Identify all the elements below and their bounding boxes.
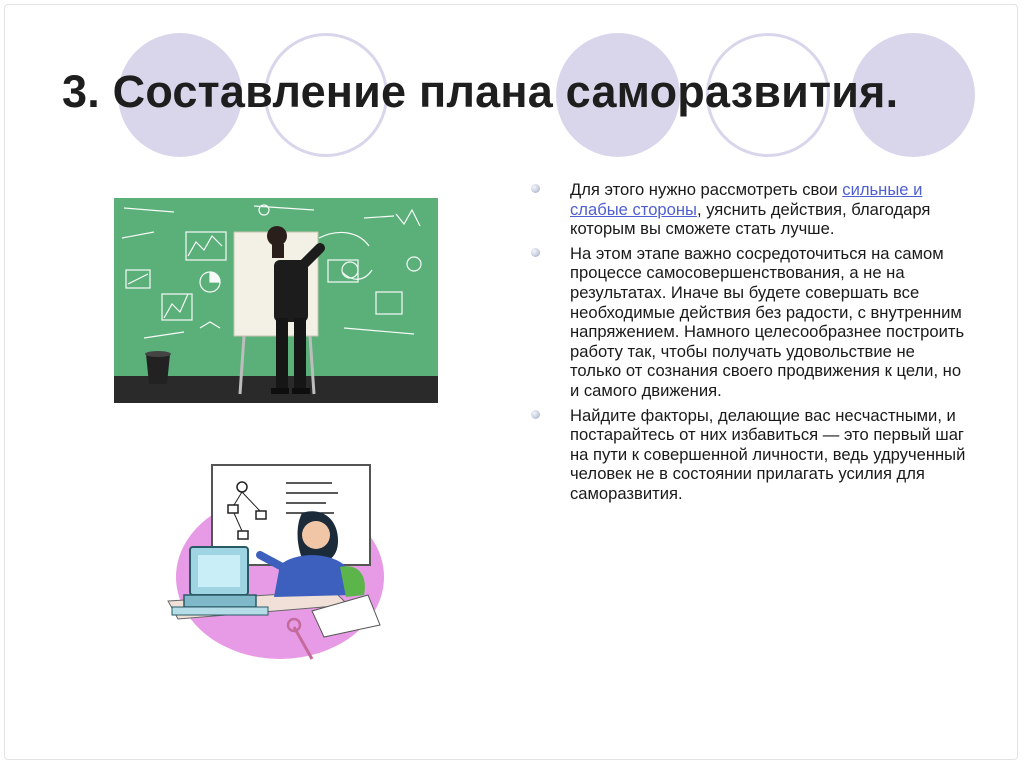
image-woman-at-computer [162,459,394,667]
bullet-item-3 [530,406,970,504]
bullet-marker [531,248,540,257]
bullet-marker [531,410,540,419]
bullet-1-text-end: , уяснить действия, благодаря которым вы сможете стать лучше. [570,199,931,239]
bullet-marker [531,184,540,193]
strengths-weaknesses-link[interactable]: сильные и слабые стороны [570,180,923,219]
bullet-3-text: Найдите факторы, делающие вас несчастными, и постарайтесь от них избавиться — это первый шаг на пути к совершенной личности, ведь удрученный человек не в состоянии прилагать усилия для саморазвития. [570,405,966,503]
image-man-at-board [114,198,438,403]
bullet-2-text: На этом этапе важно сосредоточиться на самом процессе самосовершенствования, а не на результатах. Иначе вы будете совершать все необходимые действия без радости, с внутренним напряжением. Намного целесообразнее построить работу так, чтобы получать удовольствие не только от сознания своего продвижения к цели, но и самого движения. [570,243,965,400]
bullet-1-text-start: Для этого нужно рассмотреть свои [570,180,843,199]
slide-title: 3. Составление плана саморазвития. [62,66,899,117]
bullet-item-2 [530,244,970,401]
bullet-list [530,180,970,509]
bullet-item-1 [530,180,970,239]
